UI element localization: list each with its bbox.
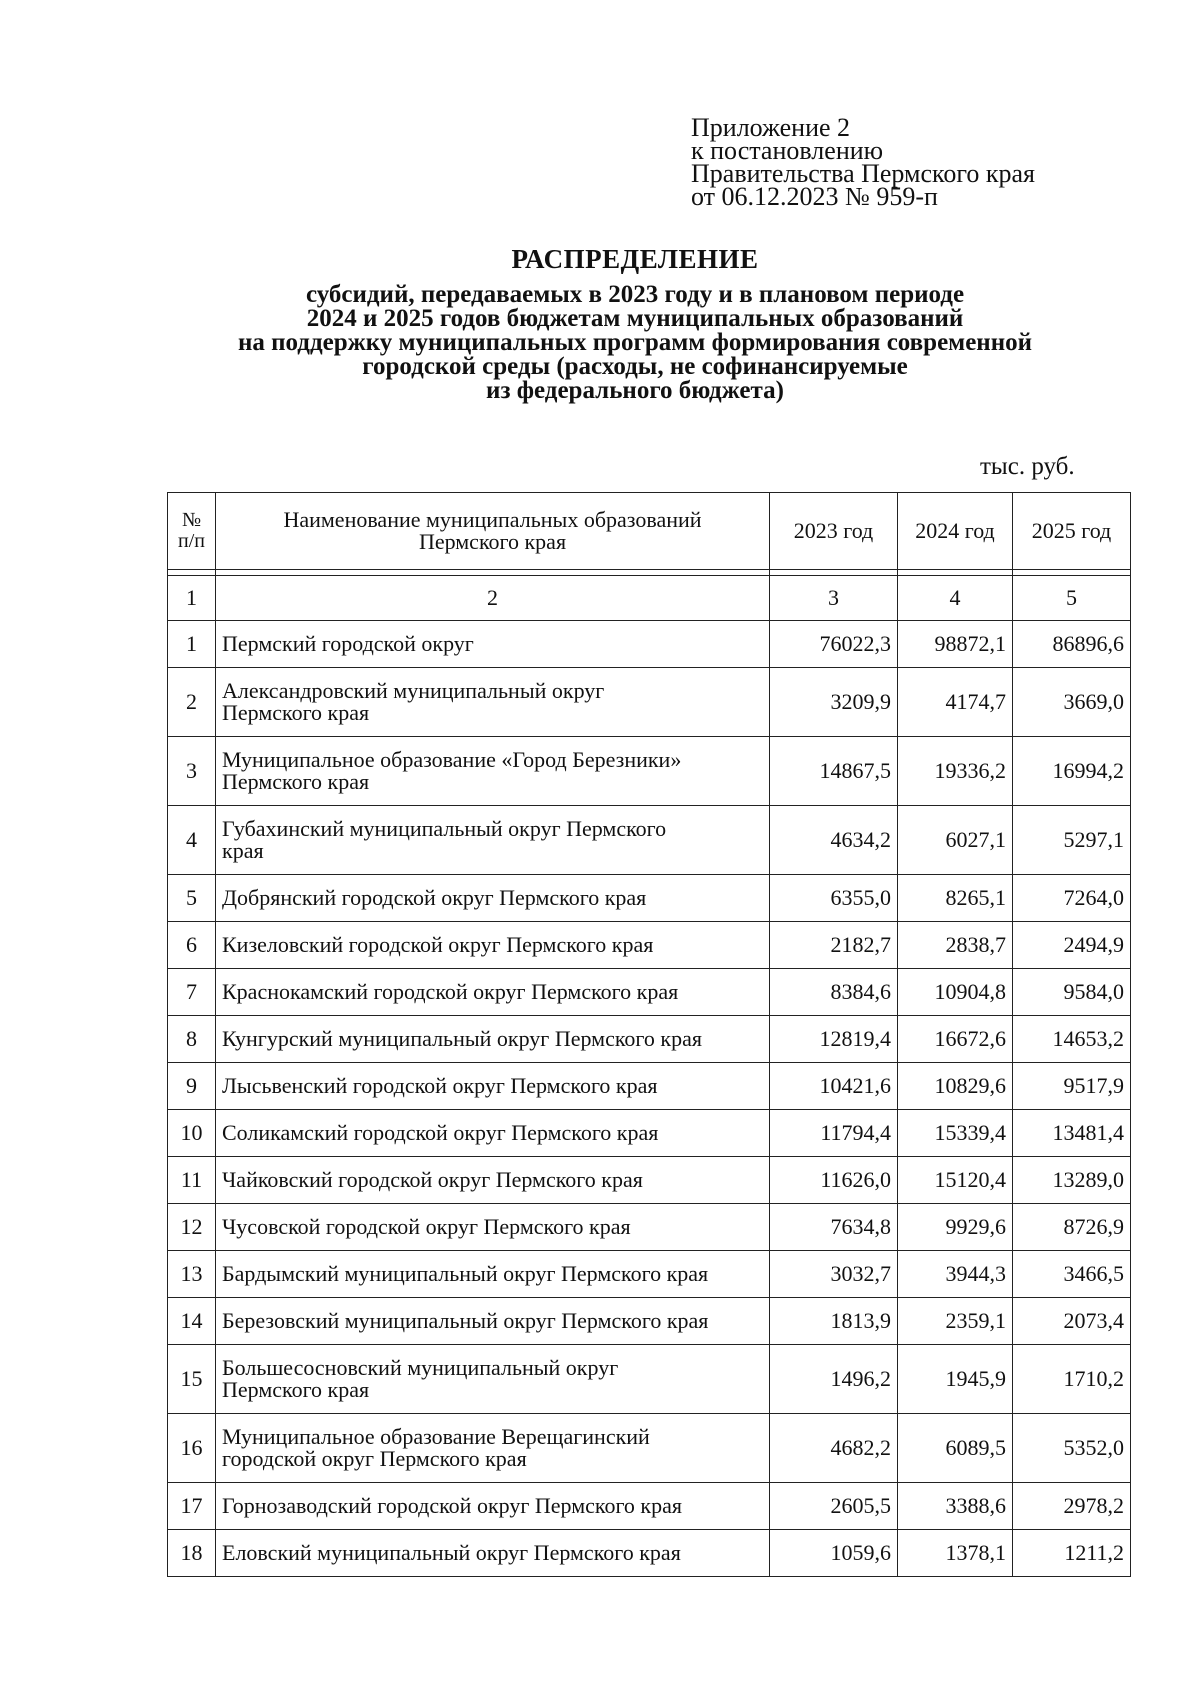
value-2025: 9584,0 [1013, 969, 1131, 1016]
value-2025: 8726,9 [1013, 1204, 1131, 1251]
appendix-line-4: от 06.12.2023 № 959-п [691, 182, 938, 211]
value-2025: 13481,4 [1013, 1110, 1131, 1157]
row-number: 12 [168, 1204, 216, 1251]
municipality-name-line-1: Кунгурский муниципальный округ Пермского края [222, 1026, 702, 1051]
value-2025: 3466,5 [1013, 1251, 1131, 1298]
value-2023: 76022,3 [770, 621, 898, 668]
municipality-name-line-1: Еловский муниципальный округ Пермского края [222, 1540, 681, 1565]
value-2023: 8384,6 [770, 969, 898, 1016]
municipality-name-line-1: Соликамский городской округ Пермского края [222, 1120, 659, 1145]
municipality-name-line-1: Бардымский муниципальный округ Пермского края [222, 1261, 709, 1286]
value-2024: 9929,6 [898, 1204, 1013, 1251]
table-row [168, 922, 1131, 969]
value-2023: 4682,2 [770, 1414, 898, 1483]
header-name-line-1: Наименование муниципальных образований [283, 507, 702, 532]
value-2023: 11626,0 [770, 1157, 898, 1204]
municipality-name [216, 1063, 770, 1110]
value-2024: 19336,2 [898, 737, 1013, 806]
municipality-name-line-1: Муниципальное образование «Город Березники» [222, 747, 682, 772]
value-2024: 98872,1 [898, 621, 1013, 668]
value-2024: 2838,7 [898, 922, 1013, 969]
value-2024: 1945,9 [898, 1345, 1013, 1414]
subtitle-line-3: на поддержку муниципальных программ формирования современной [237, 329, 1033, 356]
municipality-name [216, 1345, 770, 1414]
value-2024: 16672,6 [898, 1016, 1013, 1063]
municipality-name [216, 1414, 770, 1483]
column-index-5: 5 [1013, 576, 1131, 621]
document-title: РАСПРЕДЕЛЕНИЕ [511, 244, 759, 274]
value-2025: 2494,9 [1013, 922, 1131, 969]
subtitle-line-2: 2024 и 2025 годов бюджетам муниципальных образований [306, 305, 964, 332]
units-label: тыс. руб. [980, 453, 1075, 480]
municipality-name [216, 1483, 770, 1530]
appendix-block [691, 113, 1035, 211]
value-2025: 5297,1 [1013, 806, 1131, 875]
municipality-name-line-1: Пермский городской округ [222, 631, 474, 656]
row-number: 14 [168, 1298, 216, 1345]
municipality-name-line-1: Муниципальное образование Верещагинский [222, 1424, 650, 1449]
table-row [168, 1483, 1131, 1530]
municipality-name-line-1: Горнозаводский городской округ Пермского края [222, 1493, 683, 1518]
column-index-3: 3 [770, 576, 898, 621]
table-row [168, 1298, 1131, 1345]
row-number: 15 [168, 1345, 216, 1414]
appendix-line-3: Правительства Пермского края [691, 159, 1035, 188]
value-2025: 3669,0 [1013, 668, 1131, 737]
municipality-name-line-1: Большесосновский муниципальный округ [222, 1355, 619, 1380]
value-2024: 2359,1 [898, 1298, 1013, 1345]
column-index-4: 4 [898, 576, 1013, 621]
value-2025: 2978,2 [1013, 1483, 1131, 1530]
value-2023: 11794,4 [770, 1110, 898, 1157]
appendix-line-2: к постановлению [691, 136, 884, 165]
value-2025: 5352,0 [1013, 1414, 1131, 1483]
row-number: 3 [168, 737, 216, 806]
subtitle-line-4: городской среды (расходы, не софинансируемые [362, 353, 908, 380]
subtitle-line-1: субсидий, передаваемых в 2023 году и в плановом периоде [305, 281, 965, 308]
header-2023: 2023 год [770, 493, 898, 570]
municipality-name-line-1: Чайковский городской округ Пермского края [222, 1167, 643, 1192]
municipality-name-line-2: Пермского края [222, 700, 370, 725]
value-2024: 6089,5 [898, 1414, 1013, 1483]
value-2023: 10421,6 [770, 1063, 898, 1110]
header-name [216, 493, 770, 570]
municipality-name-line-1: Краснокамский городской округ Пермского края [222, 979, 679, 1004]
table-row [168, 969, 1131, 1016]
column-index-row [168, 576, 1131, 621]
municipality-name [216, 668, 770, 737]
table-row [168, 1530, 1131, 1577]
value-2024: 10904,8 [898, 969, 1013, 1016]
municipality-name-line-2: Пермского края [222, 1377, 370, 1402]
municipality-name [216, 1251, 770, 1298]
header-name-line-2: Пермского края [418, 529, 567, 554]
value-2025: 7264,0 [1013, 875, 1131, 922]
municipality-name [216, 806, 770, 875]
header-number-line-1: № [181, 509, 202, 531]
value-2023: 12819,4 [770, 1016, 898, 1063]
municipality-name-line-1: Кизеловский городской округ Пермского края [222, 932, 654, 957]
municipality-name-line-1: Добрянский городской округ Пермского края [222, 885, 647, 910]
distribution-table [167, 492, 1131, 1577]
header-number-line-2: п/п [178, 530, 205, 552]
table-row [168, 621, 1131, 668]
appendix-line-1: Приложение 2 [691, 113, 851, 142]
value-2024: 1378,1 [898, 1530, 1013, 1577]
row-number: 9 [168, 1063, 216, 1110]
header-2025: 2025 год [1013, 493, 1131, 570]
table-row [168, 1063, 1131, 1110]
municipality-name-line-1: Лысьвенский городской округ Пермского края [222, 1073, 658, 1098]
municipality-name [216, 1110, 770, 1157]
municipality-name [216, 737, 770, 806]
table-row [168, 1414, 1131, 1483]
value-2025: 2073,4 [1013, 1298, 1131, 1345]
value-2025: 13289,0 [1013, 1157, 1131, 1204]
municipality-name [216, 875, 770, 922]
value-2024: 6027,1 [898, 806, 1013, 875]
value-2024: 8265,1 [898, 875, 1013, 922]
row-number: 17 [168, 1483, 216, 1530]
table-row [168, 1110, 1131, 1157]
value-2024: 4174,7 [898, 668, 1013, 737]
row-number: 5 [168, 875, 216, 922]
value-2023: 2182,7 [770, 922, 898, 969]
row-number: 10 [168, 1110, 216, 1157]
value-2025: 1710,2 [1013, 1345, 1131, 1414]
table-row [168, 806, 1131, 875]
municipality-name [216, 1204, 770, 1251]
municipality-name [216, 1298, 770, 1345]
column-index-2: 2 [216, 576, 770, 621]
row-number: 4 [168, 806, 216, 875]
row-number: 7 [168, 969, 216, 1016]
municipality-name [216, 621, 770, 668]
table-row [168, 1157, 1131, 1204]
value-2024: 3388,6 [898, 1483, 1013, 1530]
value-2023: 4634,2 [770, 806, 898, 875]
value-2023: 1059,6 [770, 1530, 898, 1577]
table-row [168, 737, 1131, 806]
value-2023: 1813,9 [770, 1298, 898, 1345]
column-index-1: 1 [168, 576, 216, 621]
municipality-name [216, 1016, 770, 1063]
value-2025: 1211,2 [1013, 1530, 1131, 1577]
value-2023: 1496,2 [770, 1345, 898, 1414]
header-number [168, 493, 216, 570]
table-row [168, 1204, 1131, 1251]
value-2025: 14653,2 [1013, 1016, 1131, 1063]
value-2023: 3032,7 [770, 1251, 898, 1298]
value-2025: 16994,2 [1013, 737, 1131, 806]
table-row [168, 1016, 1131, 1063]
document-subtitle [0, 283, 1200, 403]
subtitle-line-5: из федерального бюджета) [486, 377, 784, 404]
row-number: 18 [168, 1530, 216, 1577]
row-number: 8 [168, 1016, 216, 1063]
municipality-name-line-2: края [222, 838, 264, 863]
value-2023: 2605,5 [770, 1483, 898, 1530]
row-number: 6 [168, 922, 216, 969]
municipality-name [216, 1157, 770, 1204]
municipality-name-line-1: Александровский муниципальный округ [222, 678, 605, 703]
value-2025: 86896,6 [1013, 621, 1131, 668]
header-2024: 2024 год [898, 493, 1013, 570]
municipality-name-line-1: Березовский муниципальный округ Пермского края [222, 1308, 709, 1333]
value-2023: 6355,0 [770, 875, 898, 922]
value-2024: 15120,4 [898, 1157, 1013, 1204]
table-body [168, 493, 1131, 1577]
table-row [168, 875, 1131, 922]
row-number: 11 [168, 1157, 216, 1204]
value-2023: 3209,9 [770, 668, 898, 737]
table-row [168, 1251, 1131, 1298]
value-2023: 14867,5 [770, 737, 898, 806]
municipality-name-line-1: Чусовской городской округ Пермского края [222, 1214, 631, 1239]
row-number: 16 [168, 1414, 216, 1483]
row-number: 13 [168, 1251, 216, 1298]
municipality-name [216, 1530, 770, 1577]
municipality-name-line-1: Губахинский муниципальный округ Пермского [222, 816, 667, 841]
municipality-name-line-2: Пермского края [222, 769, 370, 794]
value-2025: 9517,9 [1013, 1063, 1131, 1110]
value-2024: 3944,3 [898, 1251, 1013, 1298]
municipality-name [216, 969, 770, 1016]
value-2024: 15339,4 [898, 1110, 1013, 1157]
municipality-name-line-2: городской округ Пермского края [222, 1446, 527, 1471]
row-number: 1 [168, 621, 216, 668]
table-row [168, 1345, 1131, 1414]
value-2024: 10829,6 [898, 1063, 1013, 1110]
row-number: 2 [168, 668, 216, 737]
table-row [168, 668, 1131, 737]
value-2023: 7634,8 [770, 1204, 898, 1251]
municipality-name [216, 922, 770, 969]
table-header-row [168, 493, 1131, 570]
